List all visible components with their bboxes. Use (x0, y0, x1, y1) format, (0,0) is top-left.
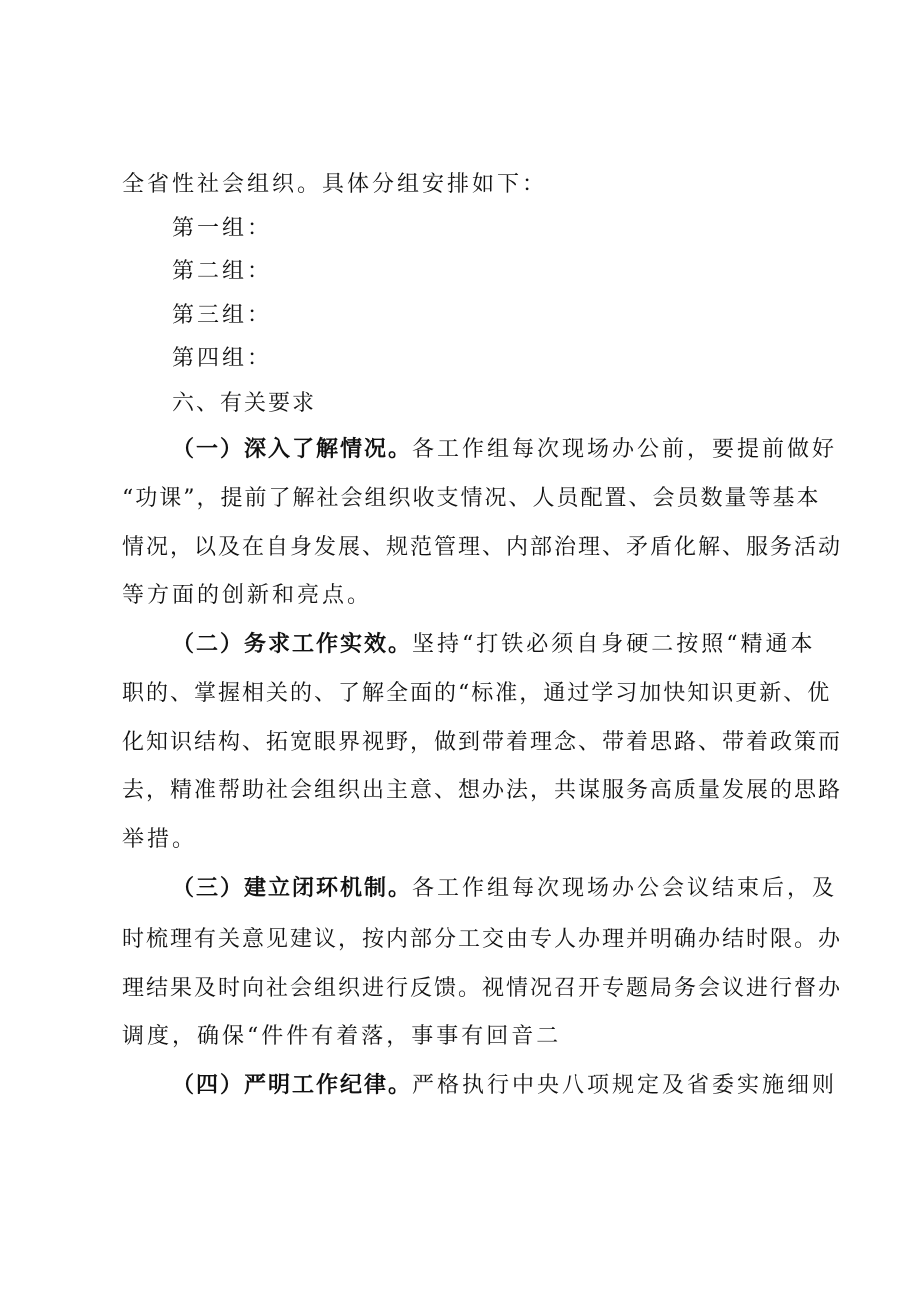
item-2-title: （二）务求工作实效。 (172, 632, 413, 657)
item-3-first-line (172, 874, 837, 904)
group-1: 第一组： (172, 216, 273, 241)
item-2-first-line (172, 630, 816, 660)
item-4-title: （四）严明工作纪律。 (172, 1073, 413, 1098)
item-1-line-1: 各工作组每次现场办公前，要提前做好 (412, 437, 838, 462)
item-2-line-3: 化知识结构、拓宽眼界视野，做到带着理念、带着思路、带着政策而 (122, 730, 843, 755)
item-3-title: （三）建立闭环机制。 (172, 876, 413, 901)
item-2-line-4: 去，精准帮助社会组织出主意、想办法，共谋服务高质量发展的思路 (122, 778, 843, 803)
item-1-first-line (172, 435, 837, 465)
item-1-line-3: 情况，以及在自身发展、规范管理、内部治理、矛盾化解、服务活动 (122, 535, 843, 560)
item-2-line-5: 举措。 (122, 827, 198, 852)
item-1-title: （一）深入了解情况。 (172, 437, 413, 462)
group-4: 第四组： (172, 346, 273, 371)
item-4-first-line (172, 1071, 837, 1101)
item-2-line-1: 坚持“打铁必须自身硬二按照“精通本 (412, 632, 816, 657)
item-2-line-2: 职的、掌握相关的、了解全面的“标准，通过学习加快知识更新、优 (122, 681, 832, 706)
item-3-line-4: 调度，确保“件件有着落，事事有回音二 (122, 1024, 562, 1049)
item-3-line-1: 各工作组每次现场办公会议结束后，及 (412, 876, 838, 901)
group-3: 第三组： (172, 303, 273, 328)
item-1-line-4: 等方面的创新和亮点。 (122, 583, 373, 608)
group-2: 第二组： (172, 259, 273, 284)
section-heading: 六、有关要求 (172, 391, 317, 416)
item-1-line-2: “功课”，提前了解社会组织收支情况、人员配置、会员数量等基本 (122, 486, 821, 511)
intro-line: 全省性社会组织。具体分组安排如下： (122, 172, 548, 197)
item-3-line-3: 理结果及时向社会组织进行反馈。视情况召开专题局务会议进行督办 (122, 976, 843, 1001)
item-4-line-1: 严格执行中央八项规定及省委实施细则 (412, 1073, 838, 1098)
item-3-line-2: 时梳理有关意见建议，按内部分工交由专人办理并明确办结时限。办 (122, 927, 843, 952)
